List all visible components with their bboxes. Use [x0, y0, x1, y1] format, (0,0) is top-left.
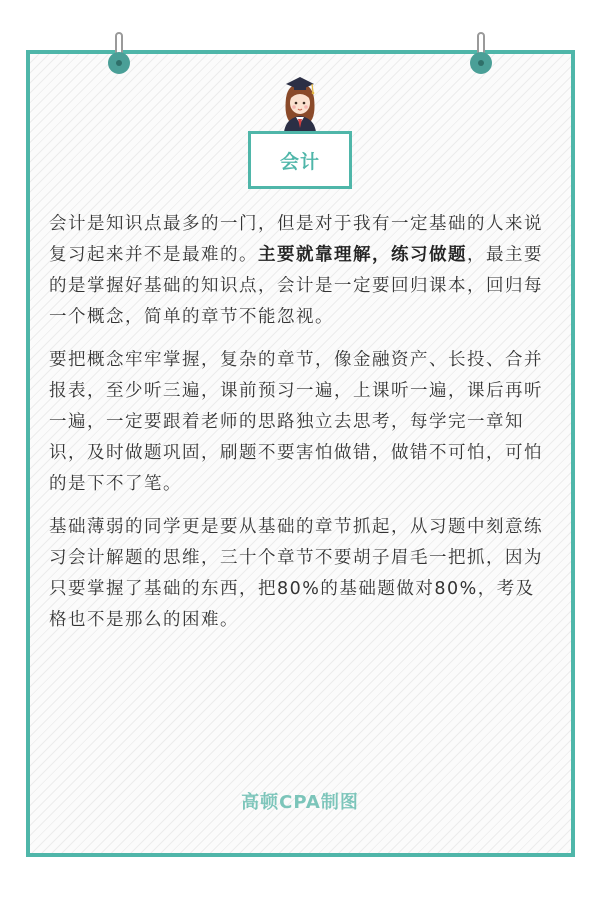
- paragraph-1-intro: 会计是知识点最多的一门，但是对于我有一定基础的人来说复习起来并不是最难的。: [49, 214, 543, 265]
- paragraph-3: 基础薄弱的同学更是要从基础的章节抓起，从习题中刻意练习会计解题的思维，三十个章节不要胡子眉毛一把抓，因为只要掌握了基础的东西，把80%的基础题做对80%，考及格也不是那么的困难。: [49, 517, 543, 630]
- article-body: [49, 209, 553, 648]
- graduate-avatar-icon: [276, 72, 324, 132]
- image-credit: 高顿CPA制图: [241, 792, 359, 813]
- paragraph-1: [49, 209, 553, 333]
- paragraph-2: 要把概念牢牢掌握，复杂的章节，像金融资产、长投、合并报表，至少听三遍，课前预习一遍，上课听一遍，课后再听一遍，一定要跟着老师的思路独立去思考，每学完一章知识，及时做题巩固，刷题不要害怕做错，做错不可怕，可怕的是下不了笔。: [49, 350, 543, 494]
- paragraph-1-emphasis: 主要就靠理解，练习做题: [258, 245, 467, 265]
- page-title: 会计: [279, 150, 320, 173]
- binder-ring-left-icon: [108, 32, 130, 78]
- title-box: [248, 131, 352, 189]
- paragraph-1-rest: ，最主要的是掌握好基础的知识点，会计是一定要回归课本，回归每一个概念，简单的章节不能忽视。: [49, 245, 543, 327]
- binder-ring-right-icon: [470, 32, 492, 78]
